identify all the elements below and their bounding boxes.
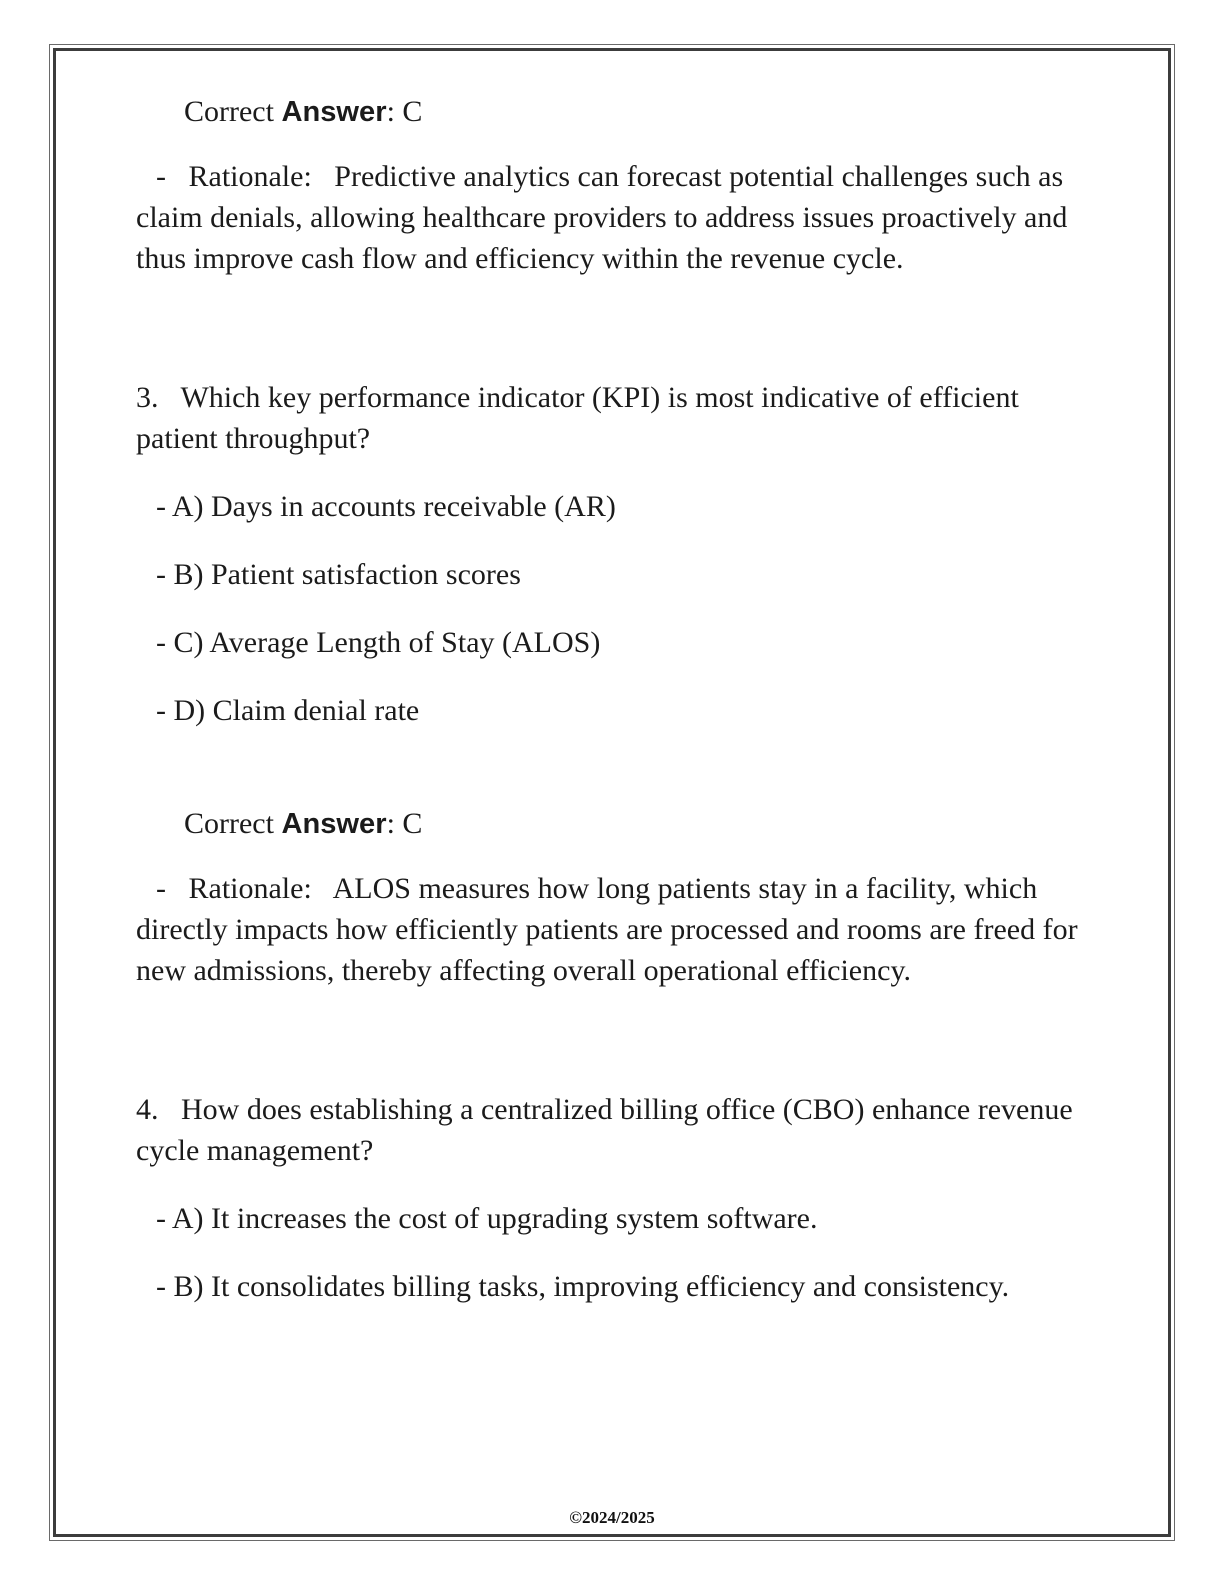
- correct-answer-line-2: [136, 803, 1101, 845]
- question-3-option-b: - B) Patient satisfaction scores: [156, 558, 521, 591]
- question-3-option-c: - C) Average Length of Stay (ALOS): [156, 626, 601, 659]
- question-4-option-b: - B) It consolidates billing tasks, improving efficiency and consistency.: [156, 1270, 1010, 1303]
- answer-prefix: Correct: [184, 807, 282, 840]
- page-border-outer: [49, 44, 1175, 1541]
- answer-word-bold: Answer: [281, 96, 387, 128]
- question-4-option-a: - A) It increases the cost of upgrading system software.: [156, 1202, 818, 1235]
- page-footer-copyright: ©2024/2025: [569, 1508, 655, 1527]
- rationale-paragraph-2: - Rationale: ALOS measures how long patients stay in a facility, which directly impacts how efficiently patients are processed and rooms are freed for new admissions, thereby affecting overall operational efficiency.: [136, 872, 1086, 987]
- answer-suffix: : C: [386, 807, 423, 840]
- question-3-text: 3. Which key performance indicator (KPI) is most indicative of efficient patient throughput?: [136, 381, 1027, 455]
- rationale-paragraph-1: - Rationale: Predictive analytics can forecast potential challenges such as claim denials, allowing healthcare providers to address issues proactively and thus improve cash flow and efficiency within the revenue cycle.: [136, 160, 1075, 275]
- page-content: [136, 91, 1101, 1334]
- answer-word-bold: Answer: [281, 808, 387, 840]
- answer-suffix: : C: [386, 95, 423, 128]
- question-4-text: 4. How does establishing a centralized billing office (CBO) enhance revenue cycle management?: [136, 1093, 1081, 1167]
- question-3-option-d: - D) Claim denial rate: [156, 694, 420, 727]
- answer-prefix: Correct: [184, 95, 282, 128]
- correct-answer-line-1: [136, 91, 1101, 133]
- question-3-option-a: - A) Days in accounts receivable (AR): [156, 490, 616, 523]
- page-border-inner: [53, 48, 1171, 1537]
